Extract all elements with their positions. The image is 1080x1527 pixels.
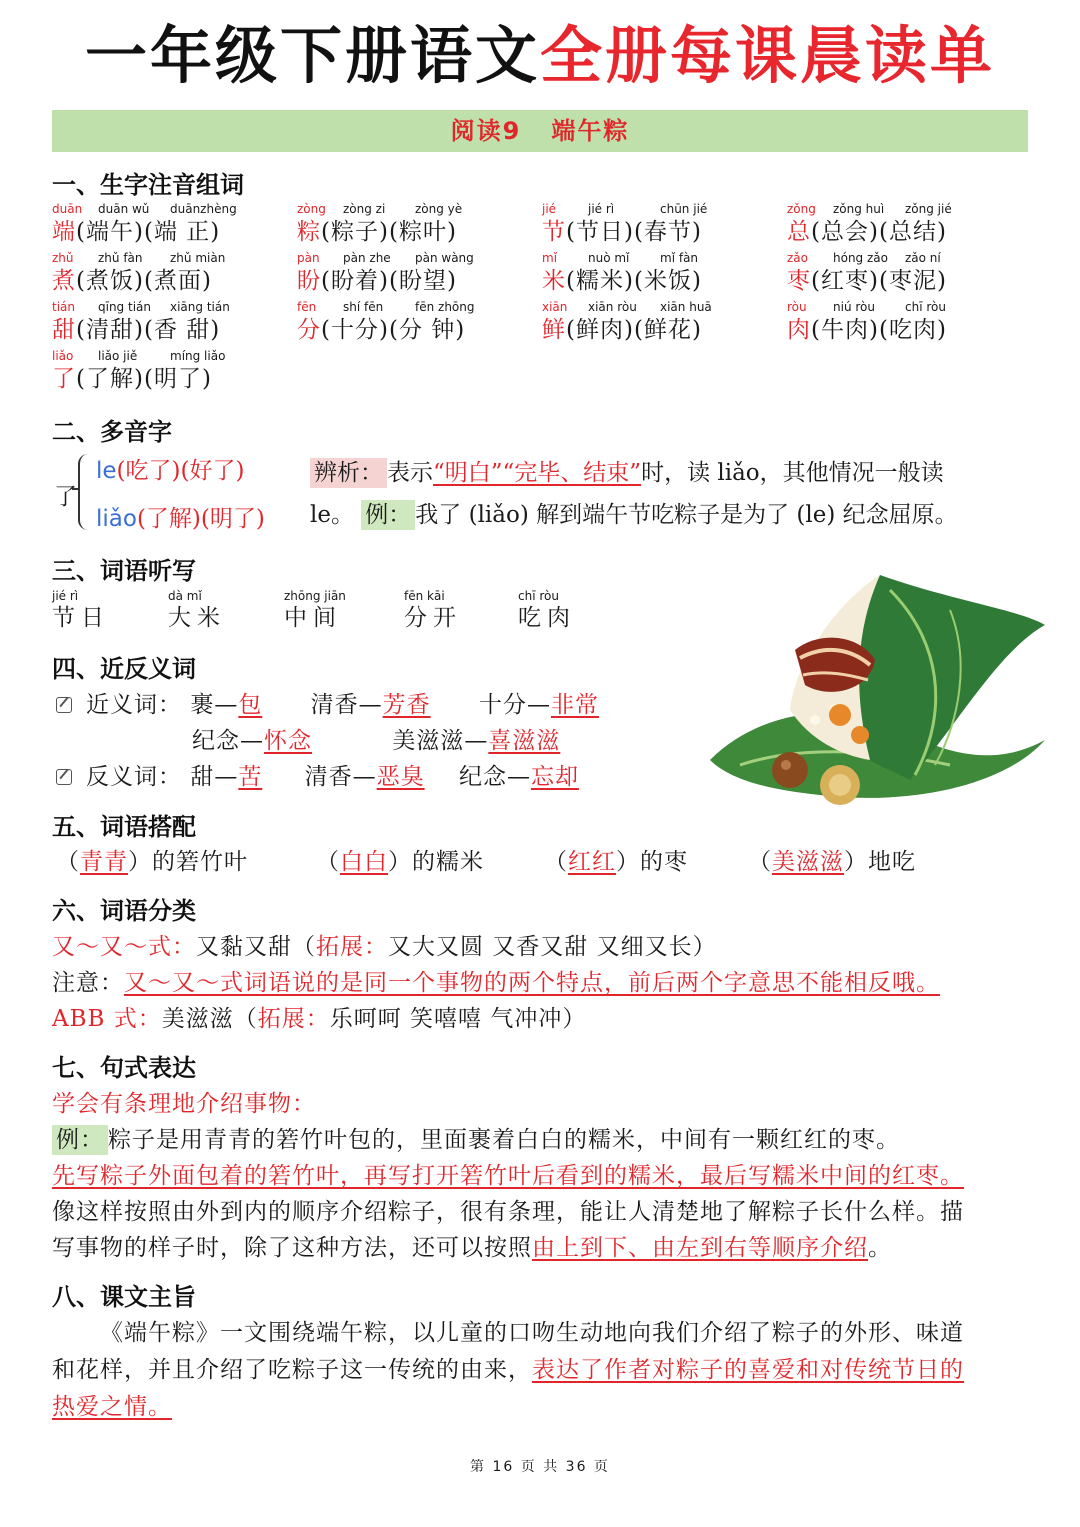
category-line-1: [52, 928, 717, 961]
pinyin-row: [542, 249, 787, 267]
target-character: 分: [297, 317, 321, 343]
dictation-word: 分开: [404, 605, 462, 631]
theme-line-1: 《端午粽》一文围绕端午粽，以儿童的口吻生动地向我们介绍了粽子的外形、味道: [100, 1320, 964, 1346]
category-note: [52, 964, 940, 997]
character-grid: [52, 200, 1032, 396]
antonym-label: 反义词：: [86, 764, 182, 790]
collocation-item: （美滋滋）地吃: [748, 849, 916, 875]
word1-pinyin: niú ròu: [833, 300, 875, 314]
target-character: 了: [52, 366, 76, 392]
target-character: 煮: [52, 268, 76, 294]
expl-text-3: le。: [310, 502, 354, 528]
dictation-item: [518, 588, 576, 632]
explain-text: 。: [868, 1235, 892, 1261]
antonym-answer: 苦: [238, 764, 263, 790]
word-1: 粽子: [330, 219, 379, 245]
collocation-answer: 青青: [80, 849, 128, 875]
character-entry: [787, 249, 1032, 298]
title-part1: 一年级下册语文: [84, 19, 540, 92]
polyphone-char: 了: [54, 484, 77, 510]
word2-pinyin: zòng yè: [415, 202, 463, 216]
char-pinyin: jié: [542, 202, 557, 216]
collocation-answer: 红红: [568, 849, 616, 875]
category-line-2: [52, 1000, 586, 1033]
pinyin-row: [542, 298, 787, 316]
pinyin-row: [52, 298, 297, 316]
char-pinyin: fēn: [297, 300, 317, 314]
page-number: 第 16 页 共 36 页: [470, 1459, 610, 1475]
word-1: 节日: [575, 219, 624, 245]
antonym-word: 纪念—: [458, 764, 531, 790]
option-1-words: (吃了)(好了): [116, 458, 245, 484]
character-entry: [542, 298, 787, 347]
character-words: 枣(红枣)(枣泥): [787, 268, 947, 294]
theme-highlight: 表达了作者对粽子的喜爱和对传统节日的: [532, 1357, 964, 1383]
expression-goal: 学会有条理地介绍事物：: [52, 1091, 316, 1117]
word-1: 端午: [85, 219, 134, 245]
pinyin-row: [297, 249, 542, 267]
target-character: 节: [542, 219, 566, 245]
word-1: 煮饭: [85, 268, 134, 294]
polyphone-option-2: [96, 500, 265, 533]
antonym-word: 清香—: [304, 764, 377, 790]
character-words: 分(十分)(分 钟): [297, 317, 466, 343]
character-entry: [787, 200, 1032, 249]
section-heading-4: 四、近反义词: [52, 655, 196, 683]
title-part2: 全册每课晨读单: [540, 19, 996, 92]
meaning-2: “完毕、结束”: [502, 460, 642, 486]
synonym-word: 裹—: [190, 692, 239, 718]
synonym-answer: 怀念: [264, 728, 312, 754]
character-words: 甜(清甜)(香 甜): [52, 317, 221, 343]
example-text: 粽子是用青青的箬竹叶包的，里面裹着白白的糯米，中间有一颗红红的枣。: [108, 1127, 900, 1153]
example-tag: 例：: [361, 500, 415, 530]
character-words: 盼(盼着)(盼望): [297, 268, 457, 294]
collocation-answer: 白白: [340, 849, 388, 875]
character-words: 粽(粽子)(粽叶): [297, 219, 457, 245]
dictation-word: 吃肉: [518, 605, 576, 631]
word2-pinyin: mǐ fàn: [660, 251, 699, 265]
synonym-answer: 喜滋滋: [488, 728, 561, 754]
character-words: 鲜(鲜肉)(鲜花): [542, 317, 702, 343]
collocation-text: 的枣: [640, 849, 688, 875]
synonym-answer: 包: [238, 692, 263, 718]
word-2: 端 正: [153, 219, 211, 245]
dictation-pinyin: chī ròu: [518, 589, 559, 603]
word-1: 牛肉: [820, 317, 869, 343]
word2-pinyin: zhǔ miàn: [170, 251, 226, 265]
word2-pinyin: duānzhèng: [170, 202, 237, 216]
collocation-answer: 美滋滋: [772, 849, 844, 875]
pinyin-row: [787, 249, 1032, 267]
dictation-item: [404, 588, 462, 632]
section-heading-3: 三、词语听写: [52, 557, 196, 585]
collocation-text: 地吃: [868, 849, 916, 875]
dictation-word: 节日: [52, 605, 110, 631]
note-label: 注意：: [52, 970, 124, 996]
category-type: 又～又～式：: [52, 934, 196, 960]
word-1: 糯米: [575, 268, 624, 294]
expl-text-1: 表示: [387, 460, 433, 486]
word-1: 盼着: [330, 268, 379, 294]
word2-pinyin: xiāng tián: [170, 300, 230, 314]
option-2-words: (了解)(明了): [136, 506, 265, 532]
pinyin-row: [297, 200, 542, 218]
word1-pinyin: xiān ròu: [588, 300, 637, 314]
character-entry: [52, 298, 297, 347]
explain-text: 写事物的样子时，除了这种方法，还可以按照: [52, 1235, 532, 1261]
word-2: 枣泥: [888, 268, 937, 294]
category-type: ABB 式：: [52, 1006, 162, 1032]
synonym-line-1: [56, 686, 599, 719]
character-entry: [297, 249, 542, 298]
pinyin-le: le: [96, 458, 117, 484]
extension-tag: 拓展：: [257, 1006, 330, 1032]
target-character: 粽: [297, 219, 321, 245]
character-row: [52, 249, 1032, 298]
target-character: 端: [52, 219, 76, 245]
example-tag: 例：: [52, 1125, 108, 1155]
theme-text: 和花样，并且介绍了吃粽子这一传统的由来，: [52, 1357, 532, 1383]
dictation-pinyin: fēn kāi: [404, 589, 445, 603]
character-row: [52, 347, 1032, 396]
word1-pinyin: zòng zi: [343, 202, 386, 216]
word1-pinyin: zǒng huì: [833, 202, 885, 216]
dictation-word: 大米: [168, 605, 226, 631]
polyphone-block: [52, 448, 1032, 538]
collocation-text: 的箬竹叶: [152, 849, 248, 875]
target-character: 米: [542, 268, 566, 294]
pinyin-row: [542, 200, 787, 218]
word-1: 红枣: [820, 268, 869, 294]
dictation-pinyin: dà mǐ: [168, 589, 202, 603]
char-pinyin: ròu: [787, 300, 807, 314]
character-entry: [787, 298, 1032, 347]
target-character: 甜: [52, 317, 76, 343]
analysis-tag: 辨析：: [310, 458, 387, 488]
word-2: 盼望: [398, 268, 447, 294]
word2-pinyin: pàn wàng: [415, 251, 474, 265]
page-title: [0, 16, 1080, 96]
example-sentence: 我了 (liǎo) 解到端午节吃粽子是为了 (le) 纪念屈原。: [415, 502, 958, 528]
word-2: 明了: [153, 366, 202, 392]
dictation-item: [52, 588, 110, 632]
dictation-word: 中间: [284, 605, 342, 631]
expression-explain-1: 像这样按照由外到内的顺序介绍粽子，很有条理，能让人清楚地了解粽子长什么样。描: [52, 1199, 964, 1225]
pinyin-row: [297, 298, 542, 316]
word2-pinyin: fēn zhōng: [415, 300, 475, 314]
word1-pinyin: liǎo jiě: [98, 349, 138, 363]
polyphone-option-1: [96, 452, 244, 485]
synonym-answer: 芳香: [382, 692, 431, 718]
word-1: 清甜: [85, 317, 134, 343]
synonym-answer: 非常: [550, 692, 599, 718]
antonym-answer: 恶臭: [376, 764, 425, 790]
word-2: 香 甜: [153, 317, 211, 343]
word-1: 总会: [820, 219, 869, 245]
char-pinyin: mǐ: [542, 251, 558, 265]
char-pinyin: zòng: [297, 202, 326, 216]
character-words: 肉(牛肉)(吃肉): [787, 317, 947, 343]
character-words: 米(糯米)(米饭): [542, 268, 702, 294]
expression-example: [52, 1121, 900, 1154]
char-pinyin: xiān: [542, 300, 568, 314]
section-heading-8: 八、课文主旨: [52, 1283, 196, 1311]
word2-pinyin: zǎo ní: [905, 251, 941, 265]
collocation-item: （红红）的枣: [544, 849, 688, 875]
word1-pinyin: jié rì: [588, 202, 615, 216]
word-2: 春节: [643, 219, 692, 245]
target-character: 总: [787, 219, 811, 245]
word2-pinyin: zǒng jié: [905, 202, 952, 216]
word-2: 鲜花: [643, 317, 692, 343]
pinyin-row: [787, 298, 1032, 316]
character-entry: [542, 249, 787, 298]
char-pinyin: zǎo: [787, 251, 808, 265]
char-pinyin: tián: [52, 300, 75, 314]
word-1: 鲜肉: [575, 317, 624, 343]
collocation-text: 的糯米: [412, 849, 484, 875]
category-text: 又黏又甜（: [196, 934, 316, 960]
synonym-word: 美滋滋—: [392, 728, 489, 754]
expression-method: 先写粽子外面包着的箬竹叶，再写打开箬竹叶后看到的糯米，最后写糯米中间的红枣。: [52, 1163, 964, 1189]
note-text: 又～又～式词语说的是同一个事物的两个特点，前后两个字意思不能相反哦。: [124, 970, 940, 996]
character-row: [52, 298, 1032, 347]
theme-line-2: [52, 1351, 964, 1384]
pinyin-row: [52, 347, 300, 365]
dictation-item: [168, 588, 226, 632]
synonym-word: 十分—: [478, 692, 551, 718]
word-2: 粽叶: [398, 219, 447, 245]
character-words: 煮(煮饭)(煮面): [52, 268, 212, 294]
expl-text-2: 时，读 liǎo，其他情况一般读: [641, 460, 944, 486]
target-character: 鲜: [542, 317, 566, 343]
word-2: 煮面: [153, 268, 202, 294]
pinyin-row: [52, 200, 297, 218]
char-pinyin: liǎo: [52, 349, 74, 363]
memo-icon: [56, 769, 72, 785]
section-heading-6: 六、词语分类: [52, 897, 196, 925]
word-2: 吃肉: [888, 317, 937, 343]
word1-pinyin: zhǔ fàn: [98, 251, 143, 265]
section-heading-7: 七、句式表达: [52, 1054, 196, 1082]
synonym-line-2: [192, 722, 560, 755]
character-words: 总(总会)(总结): [787, 219, 947, 245]
word-1: 十分: [330, 317, 379, 343]
word2-pinyin: xiān huā: [660, 300, 712, 314]
character-entry: [297, 298, 542, 347]
char-pinyin: duān: [52, 202, 83, 216]
category-text: 又大又圆 又香又甜 又细又长）: [388, 934, 717, 960]
category-text: 美滋滋（: [161, 1006, 258, 1032]
character-entry: [52, 200, 297, 249]
brace-icon: [78, 454, 92, 530]
character-words: 端(端午)(端 正): [52, 219, 221, 245]
target-character: 枣: [787, 268, 811, 294]
word1-pinyin: pàn zhe: [343, 251, 391, 265]
character-words: 节(节日)(春节): [542, 219, 702, 245]
word1-pinyin: nuò mǐ: [588, 251, 630, 265]
synonym-label: 近义词：: [86, 692, 182, 718]
lesson-banner: [52, 110, 1028, 152]
word1-pinyin: duān wǔ: [98, 202, 150, 216]
explain-highlight: 由上到下、由左到右等顺序介绍: [532, 1235, 868, 1261]
collocation-item: （白白）的糯米: [316, 849, 484, 875]
target-character: 盼: [297, 268, 321, 294]
memo-icon: [56, 697, 72, 713]
pinyin-row: [52, 249, 297, 267]
word1-pinyin: hóng zǎo: [833, 251, 888, 265]
pinyin-row: [787, 200, 1032, 218]
lesson-number: 阅读9: [450, 117, 522, 145]
word1-pinyin: shí fēn: [343, 300, 384, 314]
char-pinyin: zhǔ: [52, 251, 74, 265]
character-entry: [542, 200, 787, 249]
word2-pinyin: chūn jié: [660, 202, 708, 216]
dictation-pinyin: zhōng jiān: [284, 589, 346, 603]
word-2: 分 钟: [398, 317, 456, 343]
word-1: 了解: [85, 366, 134, 392]
theme-line-3: 热爱之情。: [52, 1394, 172, 1420]
char-pinyin: zǒng: [787, 202, 816, 216]
character-entry: [52, 249, 297, 298]
antonym-line: [56, 758, 579, 791]
character-words: 了(了解)(明了): [52, 366, 212, 392]
antonym-answer: 忘却: [530, 764, 579, 790]
pinyin-liao: liǎo: [96, 506, 137, 532]
word-2: 总结: [888, 219, 937, 245]
section-heading-5: 五、词语搭配: [52, 813, 196, 841]
dictation-item: [284, 588, 346, 632]
section-heading-2: 二、多音字: [52, 418, 172, 446]
category-text: 乐呵呵 笑嘻嘻 气冲冲）: [329, 1006, 587, 1032]
target-character: 肉: [787, 317, 811, 343]
char-pinyin: pàn: [297, 251, 320, 265]
word2-pinyin: chī ròu: [905, 300, 946, 314]
synonym-word: 纪念—: [192, 728, 264, 754]
zongzi-illustration: [700, 560, 1045, 810]
meaning-1: “明白”: [433, 460, 503, 486]
expression-explain-2: [52, 1229, 892, 1262]
antonym-word: 甜—: [190, 764, 239, 790]
word-2: 米饭: [643, 268, 692, 294]
synonym-word: 清香—: [310, 692, 383, 718]
polyphone-explanation: [310, 452, 1032, 536]
character-entry: [297, 200, 542, 249]
word1-pinyin: qīng tián: [98, 300, 151, 314]
character-entry: [52, 347, 300, 396]
word2-pinyin: míng liǎo: [170, 349, 226, 363]
collocation-item: （青青）的箬竹叶: [56, 849, 248, 875]
dictation-pinyin: jié rì: [52, 589, 79, 603]
lesson-name: 端午粽: [551, 117, 630, 145]
character-row: [52, 200, 1032, 249]
section-heading-1: 一、生字注音组词: [52, 171, 244, 199]
extension-tag: 拓展：: [316, 934, 388, 960]
